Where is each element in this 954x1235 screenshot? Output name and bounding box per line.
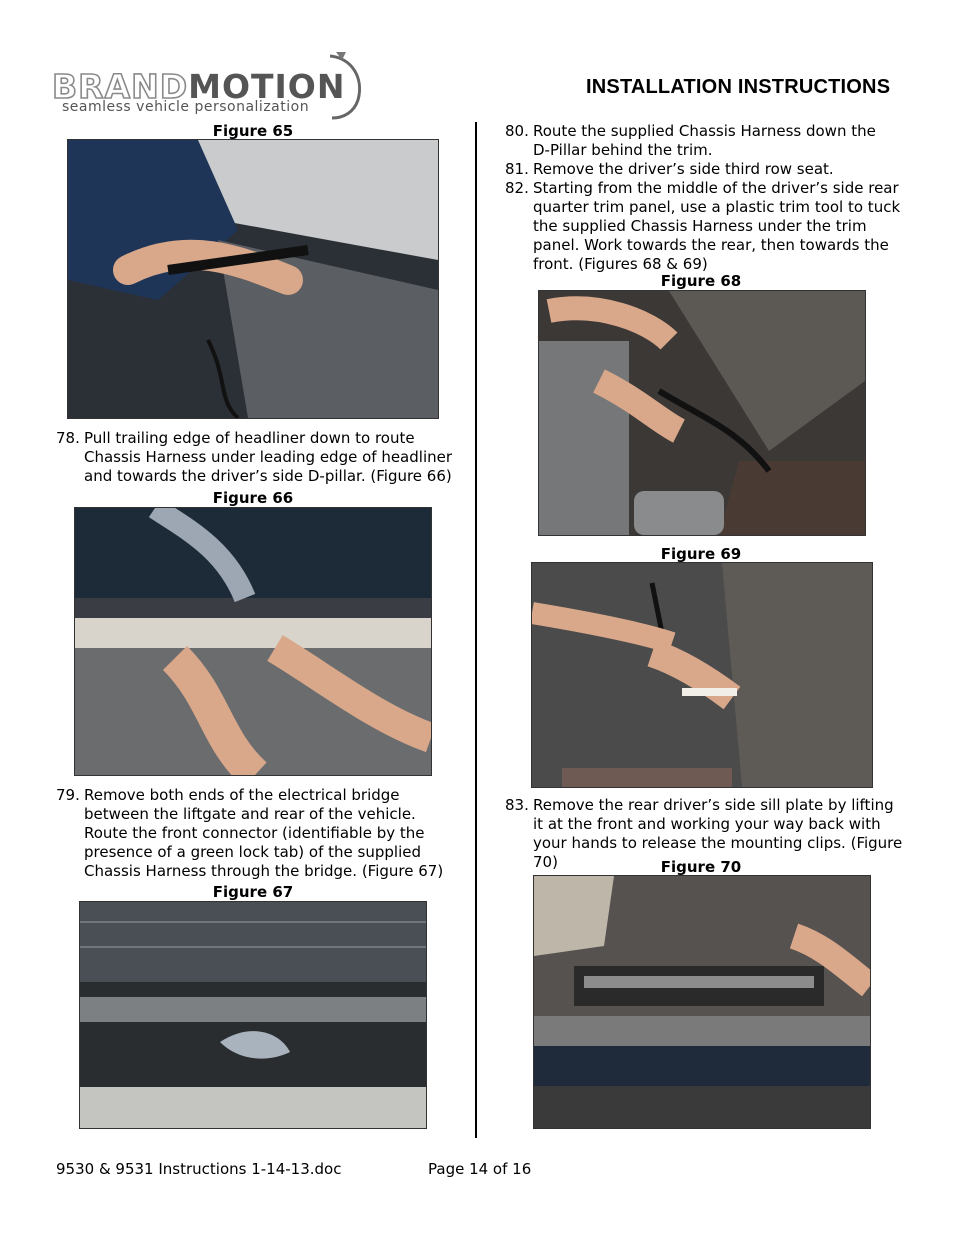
step-79 xyxy=(56,786,456,881)
figure-65-photo xyxy=(67,139,439,419)
step-number: 83. xyxy=(505,796,529,814)
step-81 xyxy=(505,160,905,180)
figure-69-photo xyxy=(531,562,873,788)
footer-filename: 9530 & 9531 Instructions 1-14-13.doc xyxy=(56,1160,342,1178)
step-number: 82. xyxy=(505,179,529,197)
step-text: Starting from the middle of the driver’s side rear quarter trim panel, use a plastic trim tool to tuck the supplied Chassis Harness under the trim panel. Work towards the rear, then towards the front. (Figures 68 & 69) xyxy=(533,179,901,273)
figure-68-photo xyxy=(538,290,866,536)
step-text: Remove the driver’s side third row seat. xyxy=(533,160,834,178)
figure-67-photo xyxy=(79,901,427,1129)
logo-motion-text: MOTION xyxy=(188,67,346,106)
step-text: Route the supplied Chassis Harness down the D-Pillar behind the trim. xyxy=(533,122,876,159)
step-text: Remove both ends of the electrical bridge between the liftgate and rear of the vehicle. Route the front connector (identifiable by the presence of a green lock tab) of the supplied Chassis Harness through the bridge. (Figure 67) xyxy=(84,786,444,880)
figure-68-caption: Figure 68 xyxy=(660,272,742,290)
brandmotion-logo xyxy=(52,52,372,122)
step-number: 79. xyxy=(56,786,80,804)
step-82 xyxy=(505,179,905,274)
figure-67-caption: Figure 67 xyxy=(212,883,294,901)
figure-66-caption: Figure 66 xyxy=(212,489,294,507)
step-text: Pull trailing edge of headliner down to route Chassis Harness under leading edge of headliner and towards the driver’s side D-pillar. (Figure 66) xyxy=(84,429,453,485)
step-80 xyxy=(505,122,905,162)
step-83 xyxy=(505,796,905,871)
step-number: 80. xyxy=(505,122,529,140)
figure-66-photo xyxy=(74,507,432,776)
figure-69-caption: Figure 69 xyxy=(660,545,742,563)
step-number: 78. xyxy=(56,429,80,447)
footer-page-number: Page 14 of 16 xyxy=(428,1160,532,1178)
figure-65-caption: Figure 65 xyxy=(212,122,294,140)
page-title: INSTALLATION INSTRUCTIONS xyxy=(586,76,891,98)
column-divider xyxy=(475,122,477,1138)
step-text: Remove the rear driver’s side sill plate by lifting it at the front and working your way back with your hands to release the mounting clips. (Figure 70) xyxy=(533,796,903,871)
step-number: 81. xyxy=(505,160,529,178)
step-78 xyxy=(56,429,456,489)
figure-70-photo xyxy=(533,875,871,1129)
logo-tagline: seamless vehicle personalization xyxy=(62,99,310,115)
figure-70-caption: Figure 70 xyxy=(660,858,742,876)
logo-swoosh-icon xyxy=(322,52,368,120)
logo-brand-text: BRAND xyxy=(52,67,189,106)
